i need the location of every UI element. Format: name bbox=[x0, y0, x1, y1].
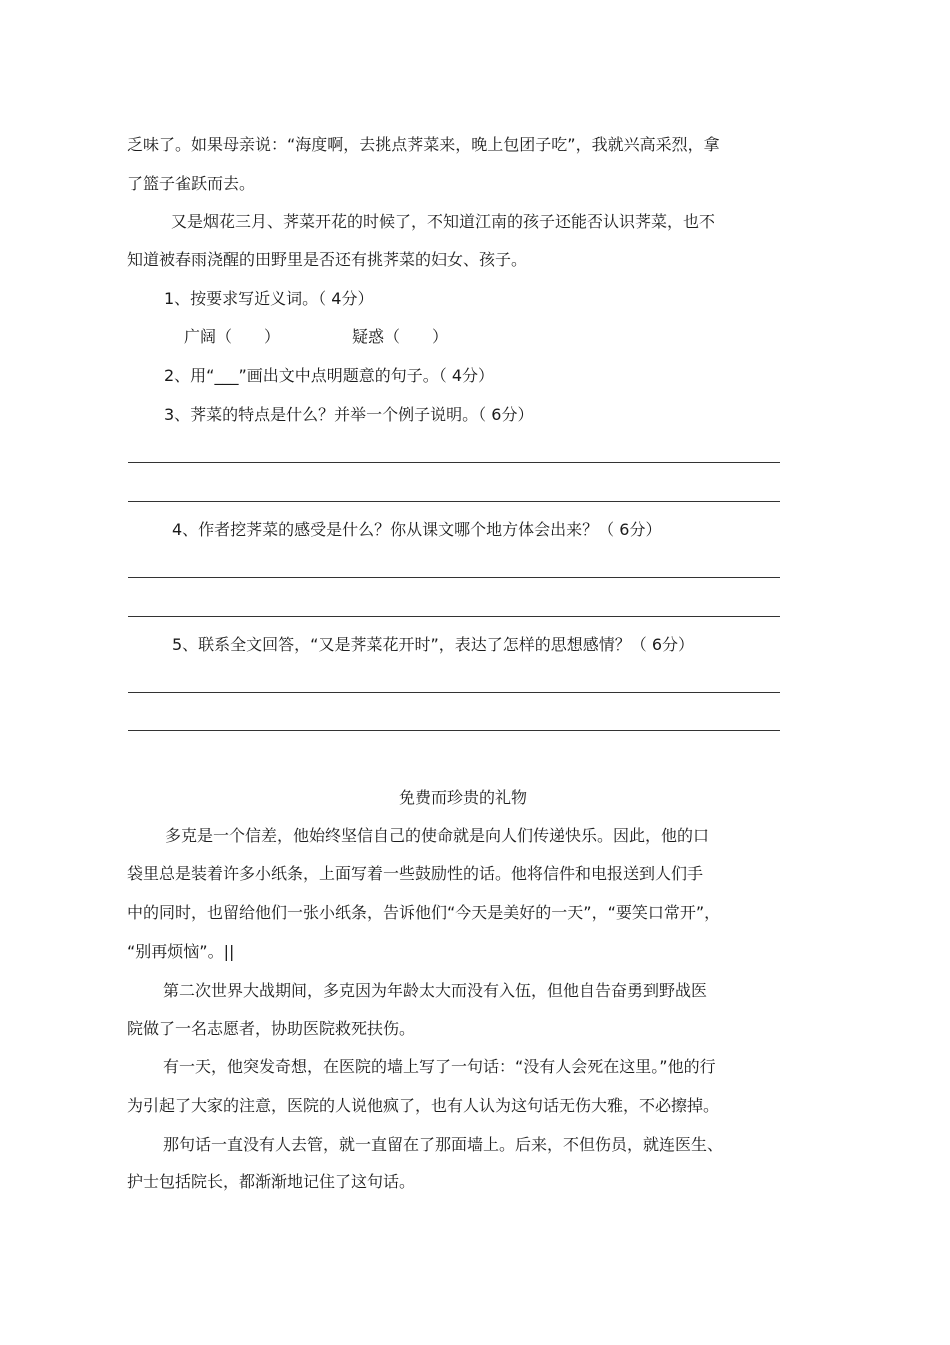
answer-line[interactable] bbox=[128, 577, 780, 578]
answer-line[interactable] bbox=[128, 616, 780, 617]
passage2-line-4: “别再烦恼”。|| bbox=[127, 942, 235, 961]
answer-line[interactable] bbox=[128, 501, 780, 502]
passage2-line-3: 中的同时，也留给他们一张小纸条，告诉他们“今天是美好的一天”，“要笑口常开”， bbox=[127, 903, 721, 922]
answer-line[interactable] bbox=[128, 730, 780, 731]
question-1: 1、按要求写近义词。（ 4分） bbox=[164, 289, 374, 308]
passage2-line-1: 多克是一个信差，他始终坚信自己的使命就是向人们传递快乐。因此，他的口 bbox=[165, 826, 710, 845]
passage1-line-3: 又是烟花三月、荠菜开花的时候了，不知道江南的孩子还能否认识荠菜，也不 bbox=[171, 212, 716, 231]
question-1-word-b: 疑惑（ ） bbox=[352, 327, 449, 346]
passage2-line-5: 第二次世界大战期间，多克因为年龄太大而没有入伍，但他自告奋勇到野战医 bbox=[163, 981, 708, 1000]
passage2-line-7: 有一天，他突发奇想，在医院的墙上写了一句话：“没有人会死在这里。”他的行 bbox=[163, 1057, 716, 1076]
question-3: 3、荠菜的特点是什么？并举一个例子说明。（ 6分） bbox=[164, 405, 534, 424]
passage2-line-2: 袋里总是装着许多小纸条，上面写着一些鼓励性的话。他将信件和电报送到人们手 bbox=[127, 864, 704, 883]
passage1-line-2: 了篮子雀跃而去。 bbox=[127, 174, 256, 193]
answer-line[interactable] bbox=[128, 692, 780, 693]
question-1-word-a: 广阔（ ） bbox=[184, 327, 281, 346]
passage2-line-6: 院做了一名志愿者，协助医院救死扶伤。 bbox=[127, 1019, 416, 1038]
passage2-line-9: 那句话一直没有人去管，就一直留在了那面墙上。后来，不但伤员，就连医生、 bbox=[163, 1135, 724, 1154]
question-4: 4、作者挖荠菜的感受是什么？你从课文哪个地方体会出来？（ 6分） bbox=[172, 520, 662, 539]
passage2-title: 免费而珍贵的礼物 bbox=[399, 788, 528, 807]
question-5: 5、联系全文回答，“又是荠菜花开时”，表达了怎样的思想感情？（ 6分） bbox=[172, 635, 695, 654]
passage1-line-1: 乏味了。如果母亲说：“海度啊，去挑点荠菜来，晚上包团子吃”，我就兴高采烈，拿 bbox=[127, 135, 720, 154]
passage2-line-10: 护士包括院长，都渐渐地记住了这句话。 bbox=[127, 1172, 416, 1191]
answer-line[interactable] bbox=[128, 462, 780, 463]
passage2-line-8: 为引起了大家的注意，医院的人说他疯了，也有人认为这句话无伤大雅，不必擦掉。 bbox=[127, 1096, 720, 1115]
passage1-line-4: 知道被春雨浇醒的田野里是否还有挑荠菜的妇女、孩子。 bbox=[127, 250, 528, 269]
question-2: 2、用“___”画出文中点明题意的句子。（ 4分） bbox=[164, 366, 495, 385]
